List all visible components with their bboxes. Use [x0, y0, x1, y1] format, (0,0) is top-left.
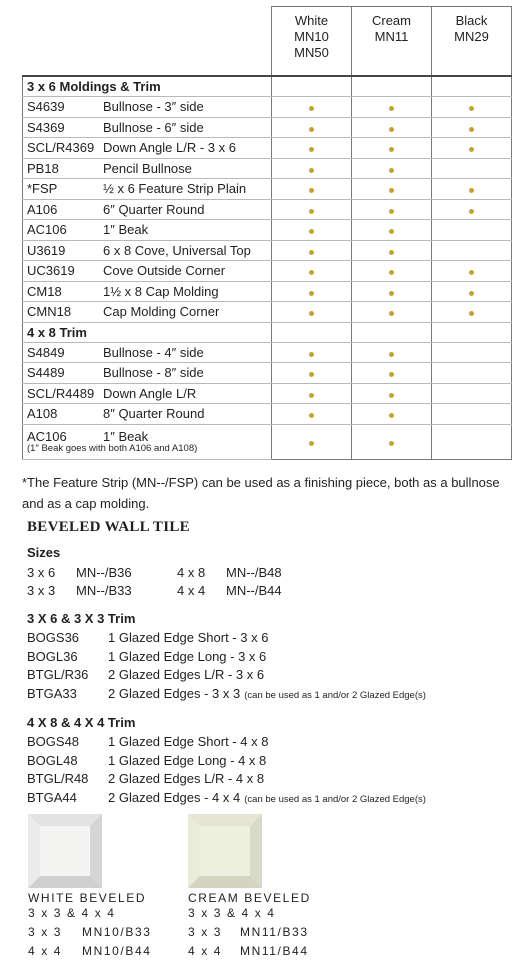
item-code: UC3619 [23, 261, 104, 282]
white-swatch-label: WHITE BEVELED [28, 891, 147, 905]
feature-strip-footnote: *The Feature Strip (MN--/FSP) can be used as a finishing piece, both as a bullnose and as a cap molding. [22, 475, 500, 511]
trim-desc [108, 648, 266, 666]
availability-dot [469, 106, 474, 111]
white-swatch-code-2: MN10/B44 [82, 944, 152, 958]
availability-dot [389, 188, 394, 193]
item-code [23, 424, 272, 459]
white-beveled-swatch [28, 814, 188, 893]
trim-note: (can be used as 1 and/or 2 Glazed Edge(s) [244, 793, 426, 805]
trim-desc [108, 770, 264, 788]
cell-cream [352, 240, 432, 261]
trim-code: BOGS48 [27, 734, 80, 749]
cell-white [272, 138, 352, 159]
item-desc: 1″ Beak [103, 220, 272, 241]
section-row [23, 76, 512, 97]
item-desc: ½ x 6 Feature Strip Plain [103, 179, 272, 200]
trim-desc [108, 789, 426, 809]
trim-table [22, 6, 512, 460]
cell-white [272, 199, 352, 220]
trim-line [27, 789, 507, 808]
header-blank [23, 7, 272, 77]
item-note: (1″ Beak goes with both A106 and A108) [27, 443, 198, 454]
availability-dot [309, 441, 314, 446]
trim-desc-text: 2 Glazed Edges L/R - 3 x 6 [108, 667, 265, 682]
cream-beveled-tile-image [188, 814, 262, 888]
cell-black [432, 281, 512, 302]
cell-cream [352, 302, 432, 323]
item-desc: Down Angle L/R [103, 383, 272, 404]
cell-black [432, 302, 512, 323]
col-black-code: MN29 [454, 29, 489, 44]
trim-code: BOGL36 [27, 648, 78, 664]
availability-dot [389, 168, 394, 173]
trim-line [27, 666, 507, 685]
cell-white [272, 261, 352, 282]
white-beveled-tile-image [28, 814, 102, 888]
cell-cream [352, 179, 432, 200]
item-code: A108 [23, 404, 104, 425]
cell-black [432, 404, 512, 425]
cream-swatch-code-1: MN11/B33 [240, 925, 309, 939]
trim-desc-text: 1 Glazed Edge Short - 3 x 6 [108, 630, 269, 645]
cell-white [272, 158, 352, 179]
col-black-name: Black [455, 13, 488, 28]
cell-black [432, 424, 512, 459]
cell-white [272, 302, 352, 323]
table-row [23, 404, 512, 425]
col-head-white [272, 7, 352, 77]
table-row [23, 281, 512, 302]
cell-black [432, 240, 512, 261]
item-code: AC106 [23, 220, 104, 241]
item-code: U3619 [23, 240, 104, 261]
cell-cream [352, 220, 432, 241]
item-code: S4849 [23, 342, 104, 363]
item-desc: 6 x 8 Cove, Universal Top [103, 240, 272, 261]
availability-dot [389, 106, 394, 111]
cell-white [272, 383, 352, 404]
cell-white [272, 281, 352, 302]
availability-dot [469, 147, 474, 152]
size: 4 x 8 [177, 565, 206, 580]
trim-line [27, 752, 507, 771]
item-code: S4489 [23, 363, 104, 384]
cell-cream [352, 363, 432, 384]
availability-dot [389, 311, 394, 316]
trim-line [27, 648, 507, 667]
availability-dot [309, 291, 314, 296]
item-desc: Pencil Bullnose [103, 158, 272, 179]
item-code: A106 [23, 199, 104, 220]
trim48-list [27, 733, 507, 807]
sizes-heading: Sizes [27, 545, 61, 560]
col-cream-name: Cream [371, 13, 411, 28]
cell-cream [352, 281, 432, 302]
item-desc: 8″ Quarter Round [103, 404, 272, 425]
item-code: SCL/R4369 [23, 138, 104, 159]
cell-white [272, 363, 352, 384]
trim-desc-text: 1 Glazed Edge Long - 4 x 8 [108, 752, 267, 768]
cell-black [432, 138, 512, 159]
cell-white [272, 220, 352, 241]
availability-dot [469, 209, 474, 214]
trim-desc [108, 752, 266, 770]
availability-dot [309, 352, 314, 357]
item-code: *FSP [23, 179, 104, 200]
table-row [23, 97, 512, 118]
item-desc: Bullnose - 4″ side [103, 342, 272, 363]
item-desc: Down Angle L/R - 3 x 6 [103, 138, 272, 159]
trim-code: BTGA44 [27, 789, 77, 805]
cream-swatch-code-2: MN11/B44 [240, 944, 309, 958]
availability-dot [389, 352, 394, 357]
availability-dot [309, 413, 314, 418]
cell-cream [352, 138, 432, 159]
availability-dot [309, 372, 314, 377]
table-row [23, 220, 512, 241]
availability-dot [389, 393, 394, 398]
trim36-list [27, 629, 507, 703]
sizes-line-2 [27, 582, 327, 600]
trim-desc-text: 2 Glazed Edges - 3 x 3 [108, 685, 241, 701]
availability-dot [389, 441, 394, 446]
table-row [23, 342, 512, 363]
item-desc: Bullnose - 6″ side [103, 117, 272, 138]
white-swatch-size-1: 3 x 3 [28, 925, 63, 939]
item-desc: Cap Molding Corner [103, 302, 272, 323]
cell-cream [352, 158, 432, 179]
size-code: MN--/B36 [76, 565, 132, 580]
availability-dot [309, 106, 314, 111]
table-row [23, 261, 512, 282]
white-swatch-sizes: 3 x 3 & 4 x 4 [28, 906, 116, 920]
table-row [23, 424, 512, 459]
availability-dot [309, 250, 314, 255]
availability-dot [309, 168, 314, 173]
availability-dot [309, 393, 314, 398]
cell-cream [352, 97, 432, 118]
size-code: MN--/B33 [76, 583, 132, 598]
availability-dot [309, 188, 314, 193]
availability-dot [309, 209, 314, 214]
availability-dot [389, 291, 394, 296]
cell-cream [352, 117, 432, 138]
trim-code: BTGL/R48 [27, 771, 89, 786]
availability-dot [389, 147, 394, 152]
table-row [23, 158, 512, 179]
size-code: MN--/B44 [226, 583, 282, 598]
item-code: CM18 [23, 281, 104, 302]
item-desc: 6″ Quarter Round [103, 199, 272, 220]
availability-dot [469, 270, 474, 275]
trim-code: BOGS36 [27, 630, 80, 645]
table-row [23, 240, 512, 261]
trim-desc-text: 1 Glazed Edge Long - 3 x 6 [108, 648, 267, 664]
white-swatch-code-1: MN10/B33 [82, 925, 152, 939]
availability-dot [389, 229, 394, 234]
table-row [23, 302, 512, 323]
item-code: S4639 [23, 97, 104, 118]
item-code: PB18 [23, 158, 104, 179]
cream-swatch-label: CREAM BEVELED [188, 891, 311, 905]
availability-dot [389, 413, 394, 418]
table-row [23, 179, 512, 200]
cream-swatch-size-1: 3 x 3 [188, 925, 223, 939]
availability-dot [469, 188, 474, 193]
availability-dot [469, 311, 474, 316]
availability-dot [309, 311, 314, 316]
cream-swatch-size-2: 4 x 4 [188, 944, 223, 958]
table-row [23, 383, 512, 404]
trim-line [27, 685, 507, 704]
availability-dot [389, 372, 394, 377]
availability-dot [309, 127, 314, 132]
item-code: CMN18 [23, 302, 104, 323]
col-head-cream [352, 7, 432, 77]
cell-cream [352, 424, 432, 459]
col-white-code: MN10 [294, 29, 329, 44]
col-cream-code: MN11 [374, 29, 409, 44]
table-row [23, 199, 512, 220]
col-head-black [432, 7, 512, 77]
cell-cream [352, 404, 432, 425]
trim-code: BTGA33 [27, 685, 77, 701]
cell-black [432, 158, 512, 179]
trim-desc-text: 2 Glazed Edges - 4 x 4 [108, 789, 241, 805]
size: 4 x 4 [177, 583, 206, 598]
availability-dot [469, 291, 474, 296]
table-header-row [23, 7, 512, 77]
availability-dot [389, 127, 394, 132]
trim-desc-text: 1 Glazed Edge Short - 4 x 8 [108, 734, 269, 749]
cell-white [272, 179, 352, 200]
cell-cream [352, 342, 432, 363]
item-code: S4369 [23, 117, 104, 138]
section-row [23, 322, 512, 342]
table-row [23, 363, 512, 384]
sizes-line-1 [27, 564, 327, 582]
cell-black [432, 199, 512, 220]
section-title: 4 x 8 Trim [23, 322, 272, 342]
trim48-heading: 4 X 8 & 4 X 4 Trim [27, 715, 136, 730]
cell-black [432, 179, 512, 200]
trim-desc [108, 685, 426, 705]
section-title: 3 x 6 Moldings & Trim [23, 76, 272, 97]
sizes-block [27, 564, 327, 600]
cream-beveled-swatch [188, 814, 348, 893]
white-swatch-size-2: 4 x 4 [28, 944, 63, 958]
trim-code: BOGL48 [27, 752, 78, 768]
cell-cream [352, 383, 432, 404]
trim36-heading: 3 X 6 & 3 X 3 Trim [27, 611, 136, 626]
cell-white [272, 117, 352, 138]
availability-dot [389, 270, 394, 275]
availability-dot [309, 270, 314, 275]
cell-black [432, 383, 512, 404]
col-white-name: White [294, 13, 329, 28]
cell-white [272, 97, 352, 118]
cell-black [432, 261, 512, 282]
size: 3 x 6 [27, 565, 56, 580]
col-white-code2: MN50 [294, 45, 329, 60]
trim-desc [108, 666, 264, 684]
availability-dot [389, 209, 394, 214]
trim-desc [108, 629, 268, 647]
item-code-text: AC106 [27, 429, 67, 444]
availability-dot [309, 229, 314, 234]
cell-cream [352, 199, 432, 220]
cell-black [432, 117, 512, 138]
item-desc: Cove Outside Corner [103, 261, 272, 282]
size-code: MN--/B48 [226, 565, 282, 580]
item-desc: Bullnose - 8″ side [103, 363, 272, 384]
item-desc: 1½ x 8 Cap Molding [103, 281, 272, 302]
table-row [23, 117, 512, 138]
availability-dot [469, 127, 474, 132]
cell-cream [352, 261, 432, 282]
cell-black [432, 342, 512, 363]
size: 3 x 3 [27, 583, 56, 598]
cell-black [432, 97, 512, 118]
trim-line [27, 733, 507, 752]
cell-white [272, 342, 352, 363]
trim-code: BTGL/R36 [27, 667, 89, 682]
item-code: SCL/R4489 [23, 383, 104, 404]
cell-black [432, 363, 512, 384]
availability-dot [389, 250, 394, 255]
trim-note: (can be used as 1 and/or 2 Glazed Edge(s) [244, 689, 426, 701]
item-desc-text: 1″ Beak [103, 429, 149, 444]
trim-desc [108, 733, 268, 751]
trim-line [27, 770, 507, 789]
cell-white [272, 240, 352, 261]
trim-line [27, 629, 507, 648]
cell-black [432, 220, 512, 241]
item-desc: Bullnose - 3″ side [103, 97, 272, 118]
cell-white [272, 424, 352, 459]
table-row [23, 138, 512, 159]
cell-white [272, 404, 352, 425]
cream-swatch-sizes: 3 x 3 & 4 x 4 [188, 906, 276, 920]
beveled-title: BEVELED WALL TILE [27, 519, 190, 535]
trim-desc-text: 2 Glazed Edges L/R - 4 x 8 [108, 771, 265, 786]
availability-dot [309, 147, 314, 152]
